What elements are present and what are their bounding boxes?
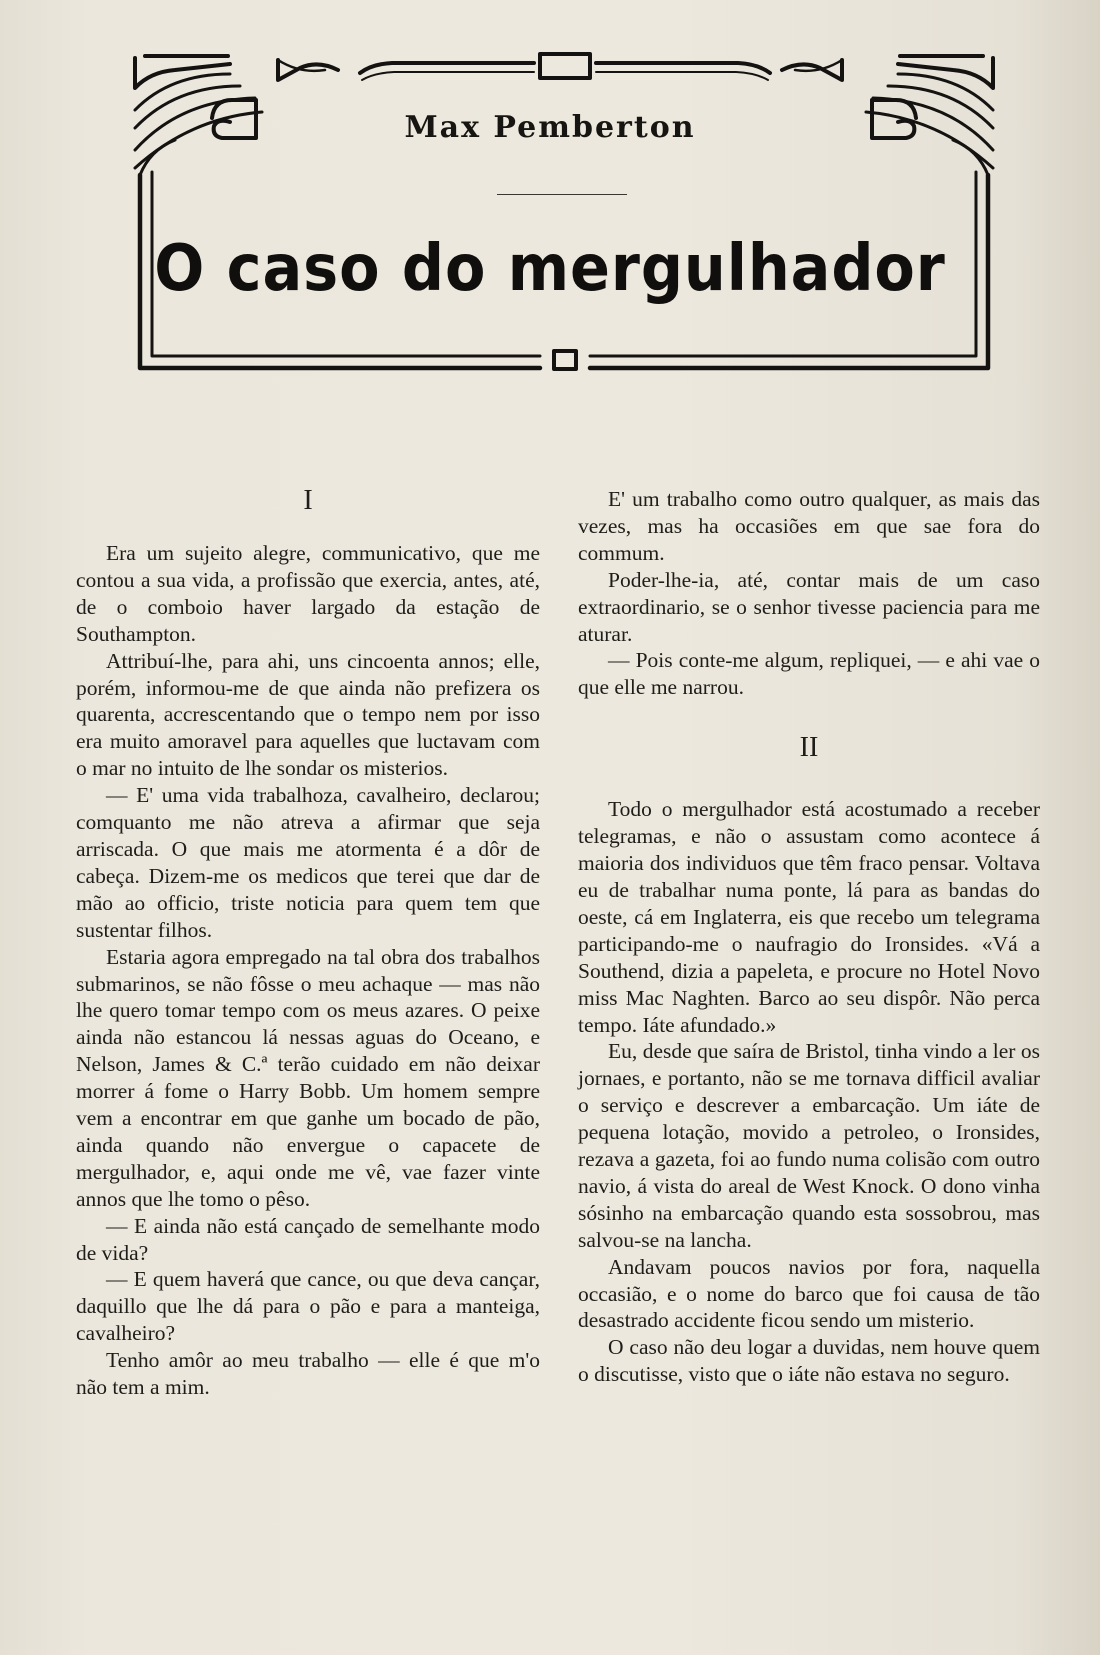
paragraph: — E ainda não está cançado de semelhante modo de vida? (76, 1213, 540, 1265)
paragraph: Estaria agora empregado na tal obra dos trabalhos submarinos, se não fôsse o meu achaque — mas não lhe quero tomar tempo com os meus azares. O peixe ainda não estancou lá nessas aguas do Oceano, e Nelson, James & C.ª terão cuidado em não deixar morrer á fome o Harry Bobb. Um homem sempre vem a encontrar em que ganhe um bocado de pão, ainda quando não envergue o capacete de mergulhador, e, aqui onde me vê, vae fazer vinte annos que lhe tomo o pêso. (76, 944, 540, 1211)
paragraph: Eu, desde que saíra de Bristol, tinha vindo a ler os jornaes, e portanto, não se me tornava difficil avaliar o serviço e descrever a embarcação. Um iáte de pequena lotação, movido a petroleo, o Ironsides, rezava a gazeta, foi ao fundo numa colisão com outro navio, á vista do areal de West Knock. O dono vinha sósinho na embarcação quando esta sossobrou, mas salvou-se na lancha. (578, 1039, 1040, 1252)
paragraph: E' um trabalho como outro qualquer, as mais das vezes, mas ha occasiões em que sae fora do commum. (578, 487, 1040, 565)
section-heading-i: I (303, 485, 313, 516)
paragraph: Attribuí-lhe, para ahi, uns cincoenta annos; elle, porém, informou-me de que ainda não prefizera os quarenta, accrescentando que o tempo nem por isso era muito amoravel para aquelles que luctavam com o mar no intuito de lhe sondar os misterios. (76, 648, 540, 781)
paragraph: — E quem haverá que cance, ou que deva cançar, daquillo que lhe dá para o pão e para a manteiga, cavalheiro? (76, 1267, 540, 1346)
ornamental-title-frame (0, 0, 1100, 400)
paragraph: Era um sujeito alegre, communicativo, que me contou a sua vida, a profissão que exercia, antes, até, de o comboio haver largado da estação de Southampton. (76, 541, 540, 646)
right-column (578, 486, 1040, 1388)
left-column (76, 486, 540, 1401)
paragraph: Andavam poucos navios por fora, naquella occasião, e o nome do barco que foi causa de tão desastrado accidente ficou sendo um misterio. (578, 1254, 1040, 1333)
article-title: O caso do mergulhador (154, 232, 946, 306)
paragraph: — E' uma vida trabalhoza, cavalheiro, declarou; comquanto me não atreva a afirmar que seja arriscada. O que mais me atormenta é a dôr de cabeça. Dizem-me os medicos que terei que dar de mão ao officio, triste noticia para quem tem que sustentar filhos. (76, 783, 540, 942)
paragraph: — Pois conte-me algum, repliquei, — e ahi vae o que elle me narrou. (578, 648, 1040, 700)
paragraph: Todo o mergulhador está acostumado a receber telegramas, e não o assustam como acontece á maioria dos individuos que têm fraco pensar. Voltava eu de trabalhar numa ponte, lá para as bandas do oeste, cá em Inglaterra, eis que recebo um telegrama participando-me o naufragio do Ironsides. «Vá a Southend, dizia a papeleta, e procure no Hotel Novo miss Mac Naghten. Barco ao seu dispôr. Não perca tempo. Iáte afundado.» (578, 797, 1040, 1037)
paragraph: O caso não deu logar a duvidas, nem houve quem o discutisse, visto que o iáte não estava no seguro. (578, 1335, 1040, 1387)
author-name: Max Pemberton (404, 110, 696, 145)
paragraph: Tenho amôr ao meu trabalho — elle é que m'o não tem a mim. (76, 1348, 540, 1400)
section-heading-ii: II (799, 732, 819, 764)
paragraph: Poder-lhe-ia, até, contar mais de um caso extraordinario, se o senhor tivesse paciencia para me aturar. (578, 567, 1040, 646)
title-divider (497, 194, 627, 195)
